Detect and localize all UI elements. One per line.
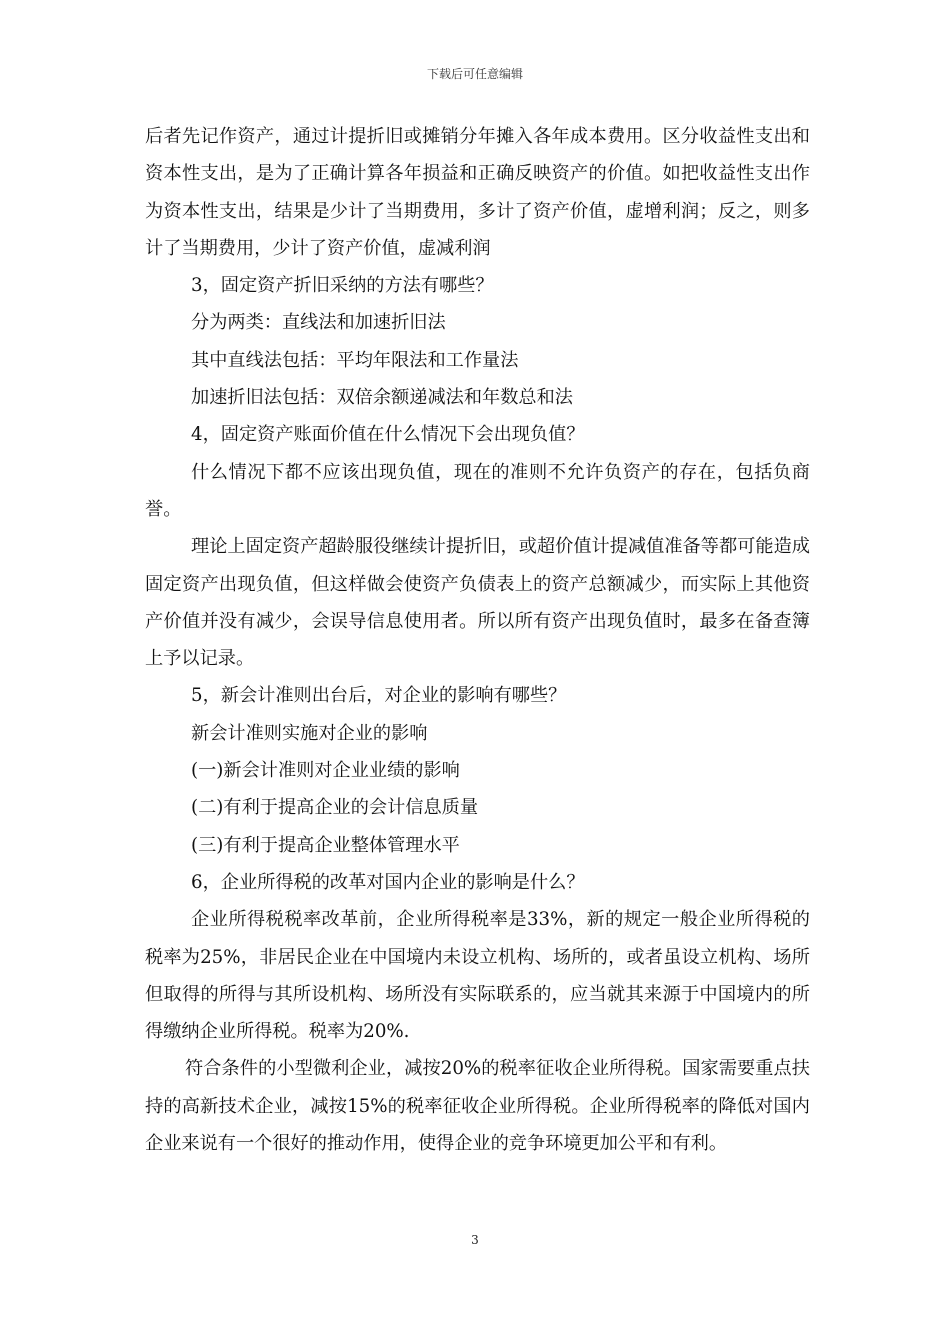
answer-3-line-2: 其中直线法包括：平均年限法和工作量法 — [191, 349, 519, 371]
page-header: 下载后可任意编辑 — [426, 67, 523, 81]
answer-5-item-1: (一)新会计准则对企业业绩的影响 — [191, 760, 460, 782]
document-body — [145, 118, 810, 1162]
question-4: 4，固定资产账面价值在什么情况下会出现负值？ — [191, 424, 585, 446]
answer-4-paragraph-1: 什么情况下都不应该出现负值，现在的准则不允许负资产的存在，包括负商誉。 — [145, 461, 810, 520]
question-3: 3，固定资产折旧采纳的方法有哪些？ — [191, 275, 494, 297]
question-6: 6，企业所得税的改革对国内企业的影响是什么？ — [191, 871, 585, 893]
answer-6-paragraph-1: 企业所得税税率改革前，企业所得税率是33%，新的规定一般企业所得税的税率为25%，非居民企业在中国境内未设立机构、场所的，或者虽设立机构、场所但取得的所得与其所设机构、场所没有实际联系的，应当就其来源于中国境内的所得缴纳企业所得税。税率为20%. — [145, 909, 810, 1043]
answer-6-paragraph-2: 符合条件的小型微利企业，减按20%的税率征收企业所得税。国家需要重点扶持的高新技术企业，减按15%的税率征收企业所得税。企业所得税率的降低对国内企业来说有一个很好的推动作用，使得企业的竞争环境更加公平和有利。 — [145, 1058, 810, 1155]
answer-5-item-3: (三)有利于提高企业整体管理水平 — [191, 834, 460, 856]
answer-3-line-3: 加速折旧法包括：双倍余额递减法和年数总和法 — [191, 387, 573, 409]
answer-3-line-1: 分为两类：直线法和加速折旧法 — [191, 312, 446, 334]
answer-5-item-2: (二)有利于提高企业的会计信息质量 — [191, 797, 479, 819]
question-5: 5，新会计准则出台后，对企业的影响有哪些？ — [191, 685, 567, 707]
paragraph-continuation: 后者先记作资产，通过计提折旧或摊销分年摊入各年成本费用。区分收益性支出和资本性支出，是为了正确计算各年损益和正确反映资产的价值。如把收益性支出作为资本性支出，结果是少计了当期费用，多计了资产价值，虚增利润；反之，则多计了当期费用，少计了资产价值，虚减利润 — [145, 126, 810, 259]
answer-5-heading: 新会计准则实施对企业的影响 — [191, 722, 428, 744]
page-number: 3 — [471, 1233, 479, 1247]
answer-4-paragraph-2: 理论上固定资产超龄服役继续计提折旧，或超价值计提减值准备等都可能造成固定资产出现负值，但这样做会使资产负债表上的资产总额减少，而实际上其他资产价值并没有减少，会误导信息使用者。所以所有资产出现负值时，最多在备查簿上予以记录。 — [145, 536, 810, 670]
